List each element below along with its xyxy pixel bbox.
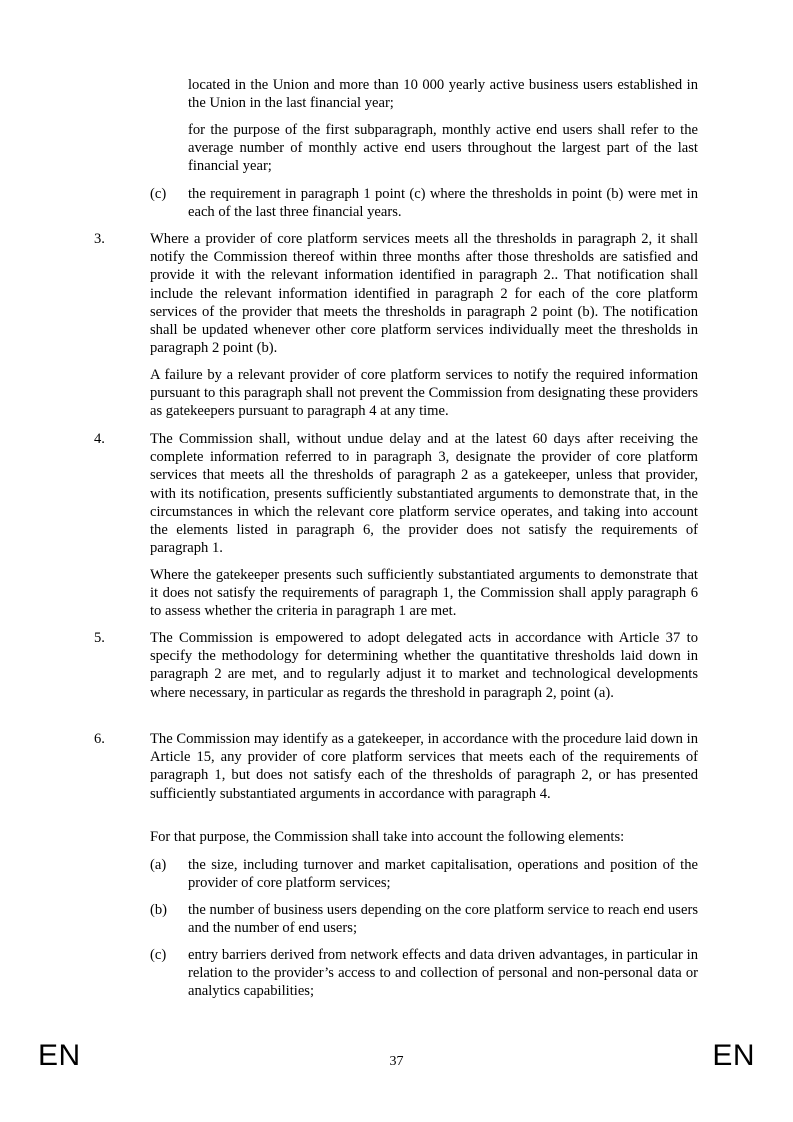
section-3-number: 3. xyxy=(94,231,105,247)
section-6-item-b-text: the number of business users depending on the core platform service to reach end users and the number of end users; xyxy=(188,902,698,937)
page-number: 37 xyxy=(389,1054,404,1069)
intro-paragraph-1: located in the Union and more than 10 000 yearly active business users established in the Union in the last financial year; xyxy=(188,77,698,112)
section-6-item-a-label: (a) xyxy=(150,857,167,873)
section-4-number: 4. xyxy=(94,431,105,447)
intro-paragraph-2: for the purpose of the first subparagraph, monthly active end users shall refer to the average number of monthly active end users throughout the largest part of the last financial year; xyxy=(188,122,698,175)
footer-language-right: EN xyxy=(712,1039,755,1072)
section-6-item-c-label: (c) xyxy=(150,947,167,963)
section-6-paragraph-2: For that purpose, the Commission shall take into account the following elements: xyxy=(150,829,625,845)
section-4-paragraph-1: The Commission shall, without undue delay and at the latest 60 days after receiving the complete information referred to in paragraph 3, designate the provider of core platform services that meets all the thresholds of paragraph 2 as a gatekeeper, unless that provider, with its notification, presents sufficiently substantiated arguments to demonstrate that, in the circumstances in which the relevant core platform service operates, and taking into account the elements listed in paragraph 6, the provider does not satisfy the requirements of paragraph 1. xyxy=(150,431,698,557)
section-6-number: 6. xyxy=(94,731,105,747)
item-c-text: the requirement in paragraph 1 point (c) where the thresholds in point (b) were met in each of the last three financial years. xyxy=(188,186,698,221)
section-6-item-b-label: (b) xyxy=(150,902,168,918)
section-5-paragraph-1: The Commission is empowered to adopt delegated acts in accordance with Article 37 to specify the methodology for determining whether the quantitative thresholds laid down in paragraph 2 are met, and to regularly adjust it to market and technological developments where necessary, in particular as regards the threshold in paragraph 2, point (a). xyxy=(150,630,698,701)
section-4-paragraph-2: Where the gatekeeper presents such sufficiently substantiated arguments to demonstrate that it does not satisfy the requirements of paragraph 1, the Commission shall apply paragraph 6 to assess whether the criteria in paragraph 1 are met. xyxy=(150,567,698,620)
section-6-paragraph-1: The Commission may identify as a gatekeeper, in accordance with the procedure laid down in Article 15, any provider of core platform services that meets each of the requirements of paragraph 1, but does not satisfy each of the thresholds of paragraph 2, or has presented sufficiently substantiated arguments in accordance with paragraph 4. xyxy=(150,731,698,802)
section-3-paragraph-1: Where a provider of core platform services meets all the thresholds in paragraph 2, it shall notify the Commission thereof within three months after those thresholds are satisfied and provide it with the relevant information identified in paragraph 2.. That notification shall include the relevant information identified in paragraph 2 for each of the core platform services of the provider that meets the thresholds in paragraph 2 point (b). The notification shall be updated whenever other core platform services individually meet the thresholds in paragraph 2 point (b). xyxy=(150,231,698,357)
section-5-number: 5. xyxy=(94,630,105,646)
section-3-paragraph-2: A failure by a relevant provider of core platform services to notify the required information pursuant to this paragraph shall not prevent the Commission from designating these providers as gatekeepers pursuant to paragraph 4 at any time. xyxy=(150,367,698,420)
footer-language-left: EN xyxy=(38,1039,81,1072)
item-c-label: (c) xyxy=(150,186,167,202)
section-6-item-c-text: entry barriers derived from network effects and data driven advantages, in particular in relation to the provider’s access to and collection of personal and non-personal data or analytics capabilities; xyxy=(188,947,698,1000)
section-6-item-a-text: the size, including turnover and market capitalisation, operations and position of the provider of core platform services; xyxy=(188,857,698,892)
